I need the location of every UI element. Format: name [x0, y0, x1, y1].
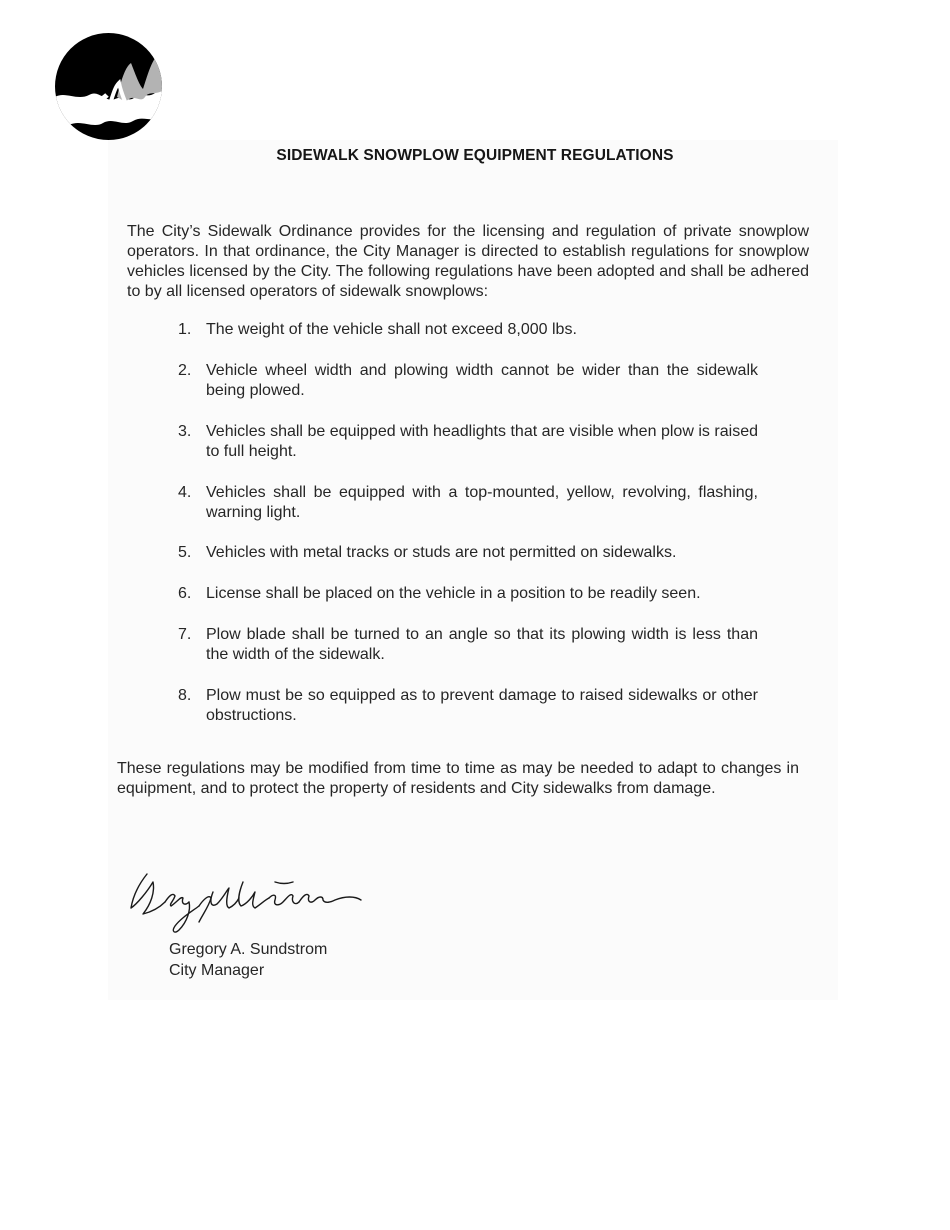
regulation-text: Vehicle wheel width and plowing width cannot be wider than the sidewalk being plowed.: [206, 362, 758, 399]
regulation-text: The weight of the vehicle shall not exceed 8,000 lbs.: [206, 321, 577, 338]
document-title: SIDEWALK SNOWPLOW EQUIPMENT REGULATIONS: [276, 147, 674, 164]
intro-paragraph: The City’s Sidewalk Ordinance provides for the licensing and regulation of private snowplow operators. In that ordinance, the City Manager is directed to establish regulations for snowplow vehicles licensed by the City. The following regulations have been adopted and shall be adhered to by all licensed operators of sidewalk snowplows:: [127, 223, 809, 300]
regulation-text: License shall be placed on the vehicle in a position to be readily seen.: [206, 585, 701, 602]
regulation-text: Vehicles shall be equipped with headlights that are visible when plow is raised to full height.: [206, 423, 758, 460]
regulation-text: Vehicles shall be equipped with a top-mounted, yellow, revolving, flashing, warning light.: [206, 484, 758, 521]
regulation-number: 6.: [178, 585, 192, 602]
regulation-number: 8.: [178, 687, 192, 704]
regulation-item: [178, 584, 758, 604]
regulation-item: [178, 483, 758, 523]
regulation-item: [178, 543, 758, 563]
regulation-item: [178, 361, 758, 401]
closing-paragraph: These regulations may be modified from time to time as may be needed to adapt to changes in equipment, and to protect the property of residents and City sidewalks from damage.: [117, 760, 799, 797]
regulation-number: 2.: [178, 362, 192, 379]
signer-name: Gregory A. Sundstrom: [169, 941, 328, 958]
regulation-text: Plow blade shall be turned to an angle so that its plowing width is less than the width of the sidewalk.: [206, 626, 758, 663]
regulation-item: [178, 422, 758, 462]
signer-title: City Manager: [169, 962, 265, 979]
regulation-number: 4.: [178, 484, 192, 501]
regulation-text: Plow must be so equipped as to prevent damage to raised sidewalks or other obstructions.: [206, 687, 758, 724]
regulation-number: 1.: [178, 321, 192, 338]
regulation-number: 7.: [178, 626, 192, 643]
regulation-item: [178, 320, 758, 340]
signature-image: [125, 862, 365, 937]
regulation-number: 5.: [178, 544, 192, 561]
regulation-item: [178, 625, 758, 665]
regulation-text: Vehicles with metal tracks or studs are not permitted on sidewalks.: [206, 544, 677, 561]
city-logo-icon: [55, 33, 162, 140]
regulation-number: 3.: [178, 423, 192, 440]
regulation-item: [178, 686, 758, 726]
